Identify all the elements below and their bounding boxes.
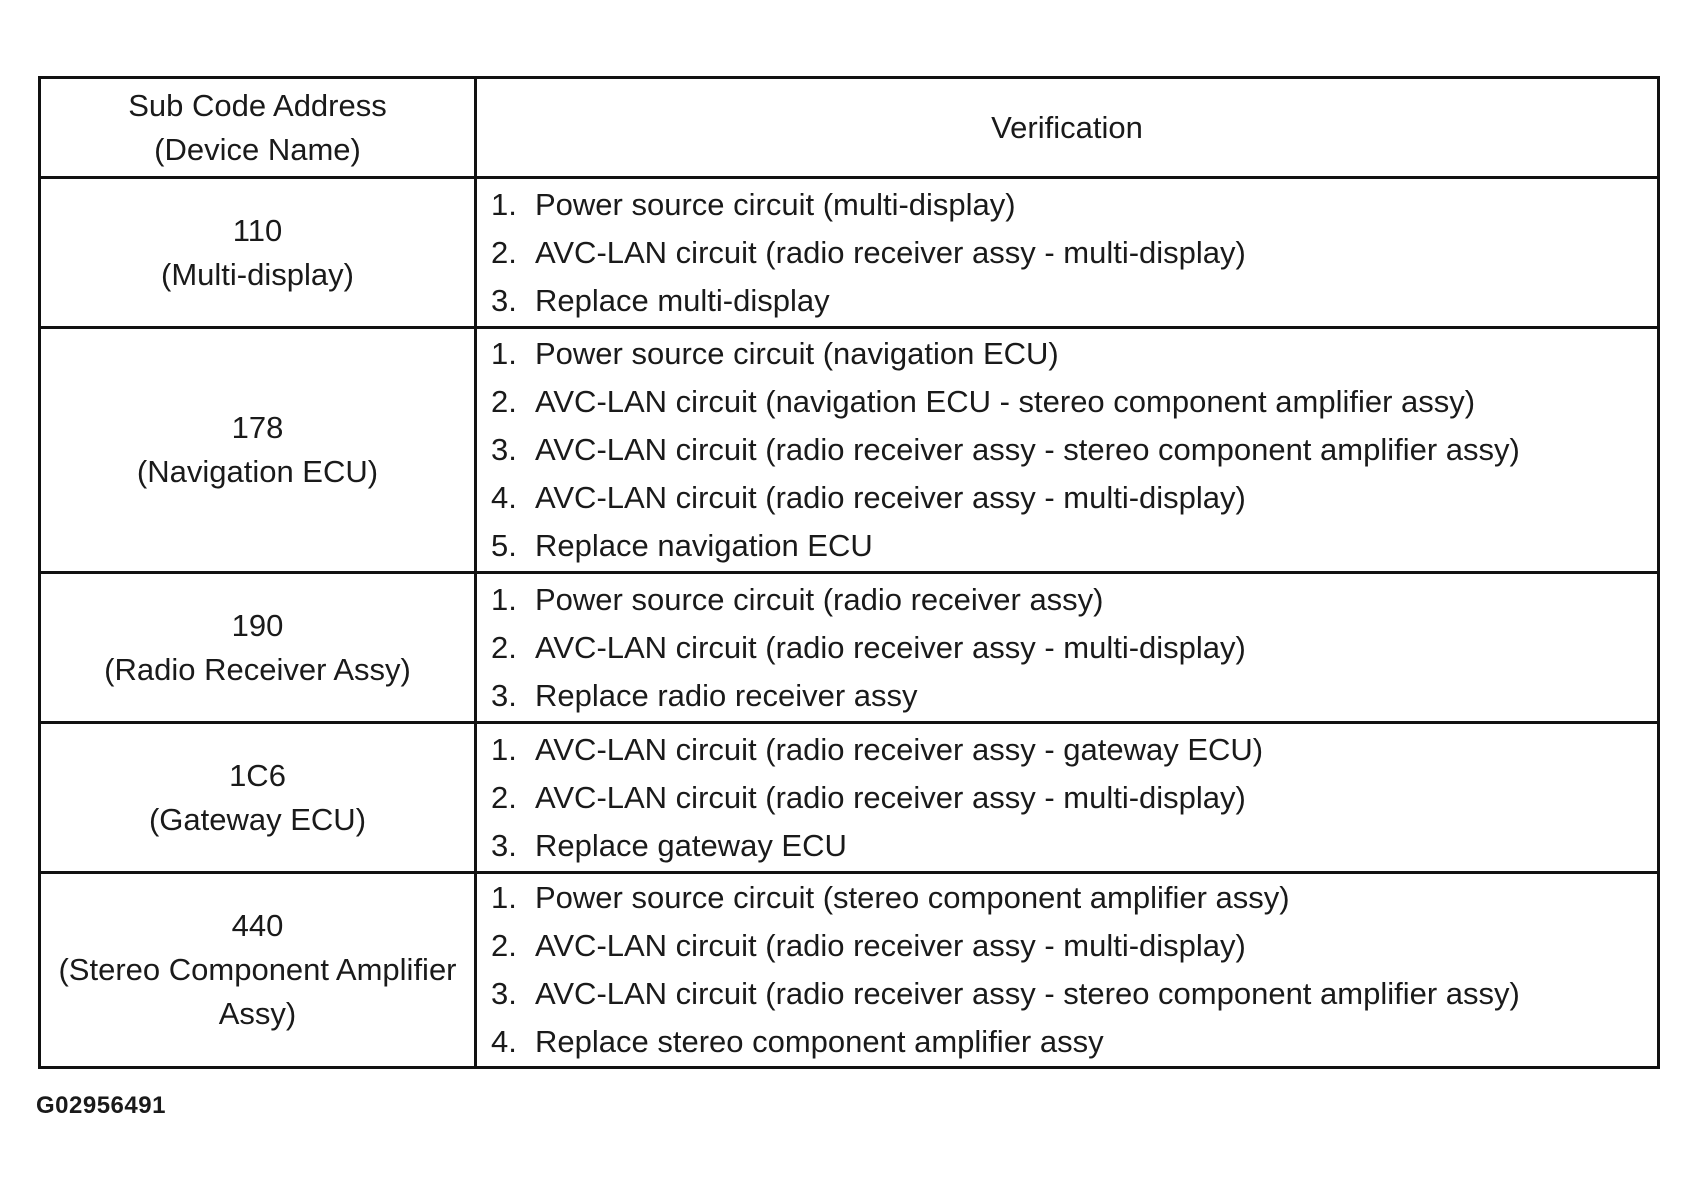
verification-cell [476, 873, 1659, 1068]
step-text: AVC-LAN circuit (radio receiver assy - multi-display) [535, 480, 1246, 515]
verification-cell [476, 723, 1659, 873]
table-header-row [40, 78, 1659, 178]
verification-step [477, 970, 1657, 1018]
verification-step [477, 229, 1657, 277]
sub-code-cell [40, 178, 476, 328]
verification-cell [476, 178, 1659, 328]
step-text: Replace multi-display [535, 282, 830, 318]
verification-step [477, 330, 1657, 378]
verification-step [477, 378, 1657, 426]
verification-step [477, 774, 1657, 822]
verification-step [477, 426, 1657, 474]
step-number: 1. [491, 731, 517, 767]
step-text: AVC-LAN circuit (radio receiver assy - multi-display) [535, 928, 1246, 963]
table-row [40, 873, 1659, 1068]
step-text: Power source circuit (multi-display) [535, 186, 1016, 222]
step-number: 2. [491, 629, 517, 665]
step-number: 2. [491, 779, 517, 815]
step-number: 4. [491, 480, 517, 515]
step-text: AVC-LAN circuit (radio receiver assy - multi-display) [535, 629, 1246, 665]
table-row [40, 178, 1659, 328]
step-number: 4. [491, 1024, 517, 1059]
verification-cell [476, 328, 1659, 573]
table-row [40, 573, 1659, 723]
table-row [40, 723, 1659, 873]
device-name: (Radio Receiver Assy) [104, 651, 411, 687]
step-number: 1. [491, 581, 517, 617]
verification-step [477, 474, 1657, 522]
step-number: 3. [491, 827, 517, 863]
step-number: 2. [491, 928, 517, 963]
header-verification: Verification [476, 78, 1659, 178]
table-row [40, 328, 1659, 573]
device-name: (Navigation ECU) [136, 454, 379, 489]
step-text: AVC-LAN circuit (radio receiver assy - multi-display) [535, 779, 1246, 815]
header-col1-line1: Sub Code Address [128, 87, 387, 123]
step-text: AVC-LAN circuit (navigation ECU - stereo component amplifier assy) [535, 384, 1476, 419]
sub-code-cell [40, 573, 476, 723]
step-text: Replace navigation ECU [535, 528, 873, 563]
sub-code: 440 [231, 908, 284, 943]
step-number: 1. [491, 186, 517, 222]
sub-code-cell [40, 328, 476, 573]
sub-code: 178 [231, 410, 284, 445]
step-text: AVC-LAN circuit (radio receiver assy - stereo component amplifier assy) [535, 976, 1520, 1011]
step-text: Replace stereo component amplifier assy [535, 1024, 1104, 1059]
step-text: AVC-LAN circuit (radio receiver assy - multi-display) [535, 234, 1246, 270]
verification-step [477, 922, 1657, 970]
step-text: Replace radio receiver assy [535, 677, 918, 713]
sub-code: 190 [231, 607, 284, 643]
header-col1-line2: (Device Name) [154, 131, 361, 167]
verification-step [477, 277, 1657, 325]
diagnostic-table [38, 76, 1660, 1069]
device-name: (Multi-display) [161, 256, 354, 292]
device-name-line2: Assy) [218, 996, 297, 1031]
verification-step [477, 874, 1657, 922]
header-sub-code-address [40, 78, 476, 178]
sub-code-cell [40, 723, 476, 873]
step-text: Power source circuit (radio receiver assy) [535, 581, 1104, 617]
device-name-line1: (Stereo Component Amplifier [58, 952, 457, 987]
verification-step [477, 726, 1657, 774]
verification-step [477, 672, 1657, 720]
verification-step [477, 624, 1657, 672]
verification-step [477, 1018, 1657, 1066]
step-text: AVC-LAN circuit (radio receiver assy - gateway ECU) [535, 731, 1264, 767]
step-number: 3. [491, 976, 517, 1011]
step-text: AVC-LAN circuit (radio receiver assy - stereo component amplifier assy) [535, 432, 1520, 467]
verification-step [477, 522, 1657, 570]
device-name: (Gateway ECU) [148, 801, 367, 837]
step-number: 1. [491, 336, 517, 371]
step-number: 3. [491, 677, 517, 713]
verification-step [477, 181, 1657, 229]
step-number: 2. [491, 384, 517, 419]
verification-cell [476, 573, 1659, 723]
sub-code-cell [40, 873, 476, 1068]
verification-step [477, 576, 1657, 624]
step-number: 3. [491, 432, 517, 467]
step-text: Replace gateway ECU [535, 827, 847, 863]
step-number: 2. [491, 234, 517, 270]
sub-code: 110 [232, 212, 283, 248]
verification-step [477, 822, 1657, 870]
step-number: 3. [491, 282, 517, 318]
step-text: Power source circuit (navigation ECU) [535, 336, 1059, 371]
figure-id: G02956491 [36, 1092, 166, 1119]
step-number: 1. [491, 880, 517, 915]
step-text: Power source circuit (stereo component amplifier assy) [535, 880, 1290, 915]
step-number: 5. [491, 528, 517, 563]
sub-code: 1C6 [229, 757, 286, 793]
